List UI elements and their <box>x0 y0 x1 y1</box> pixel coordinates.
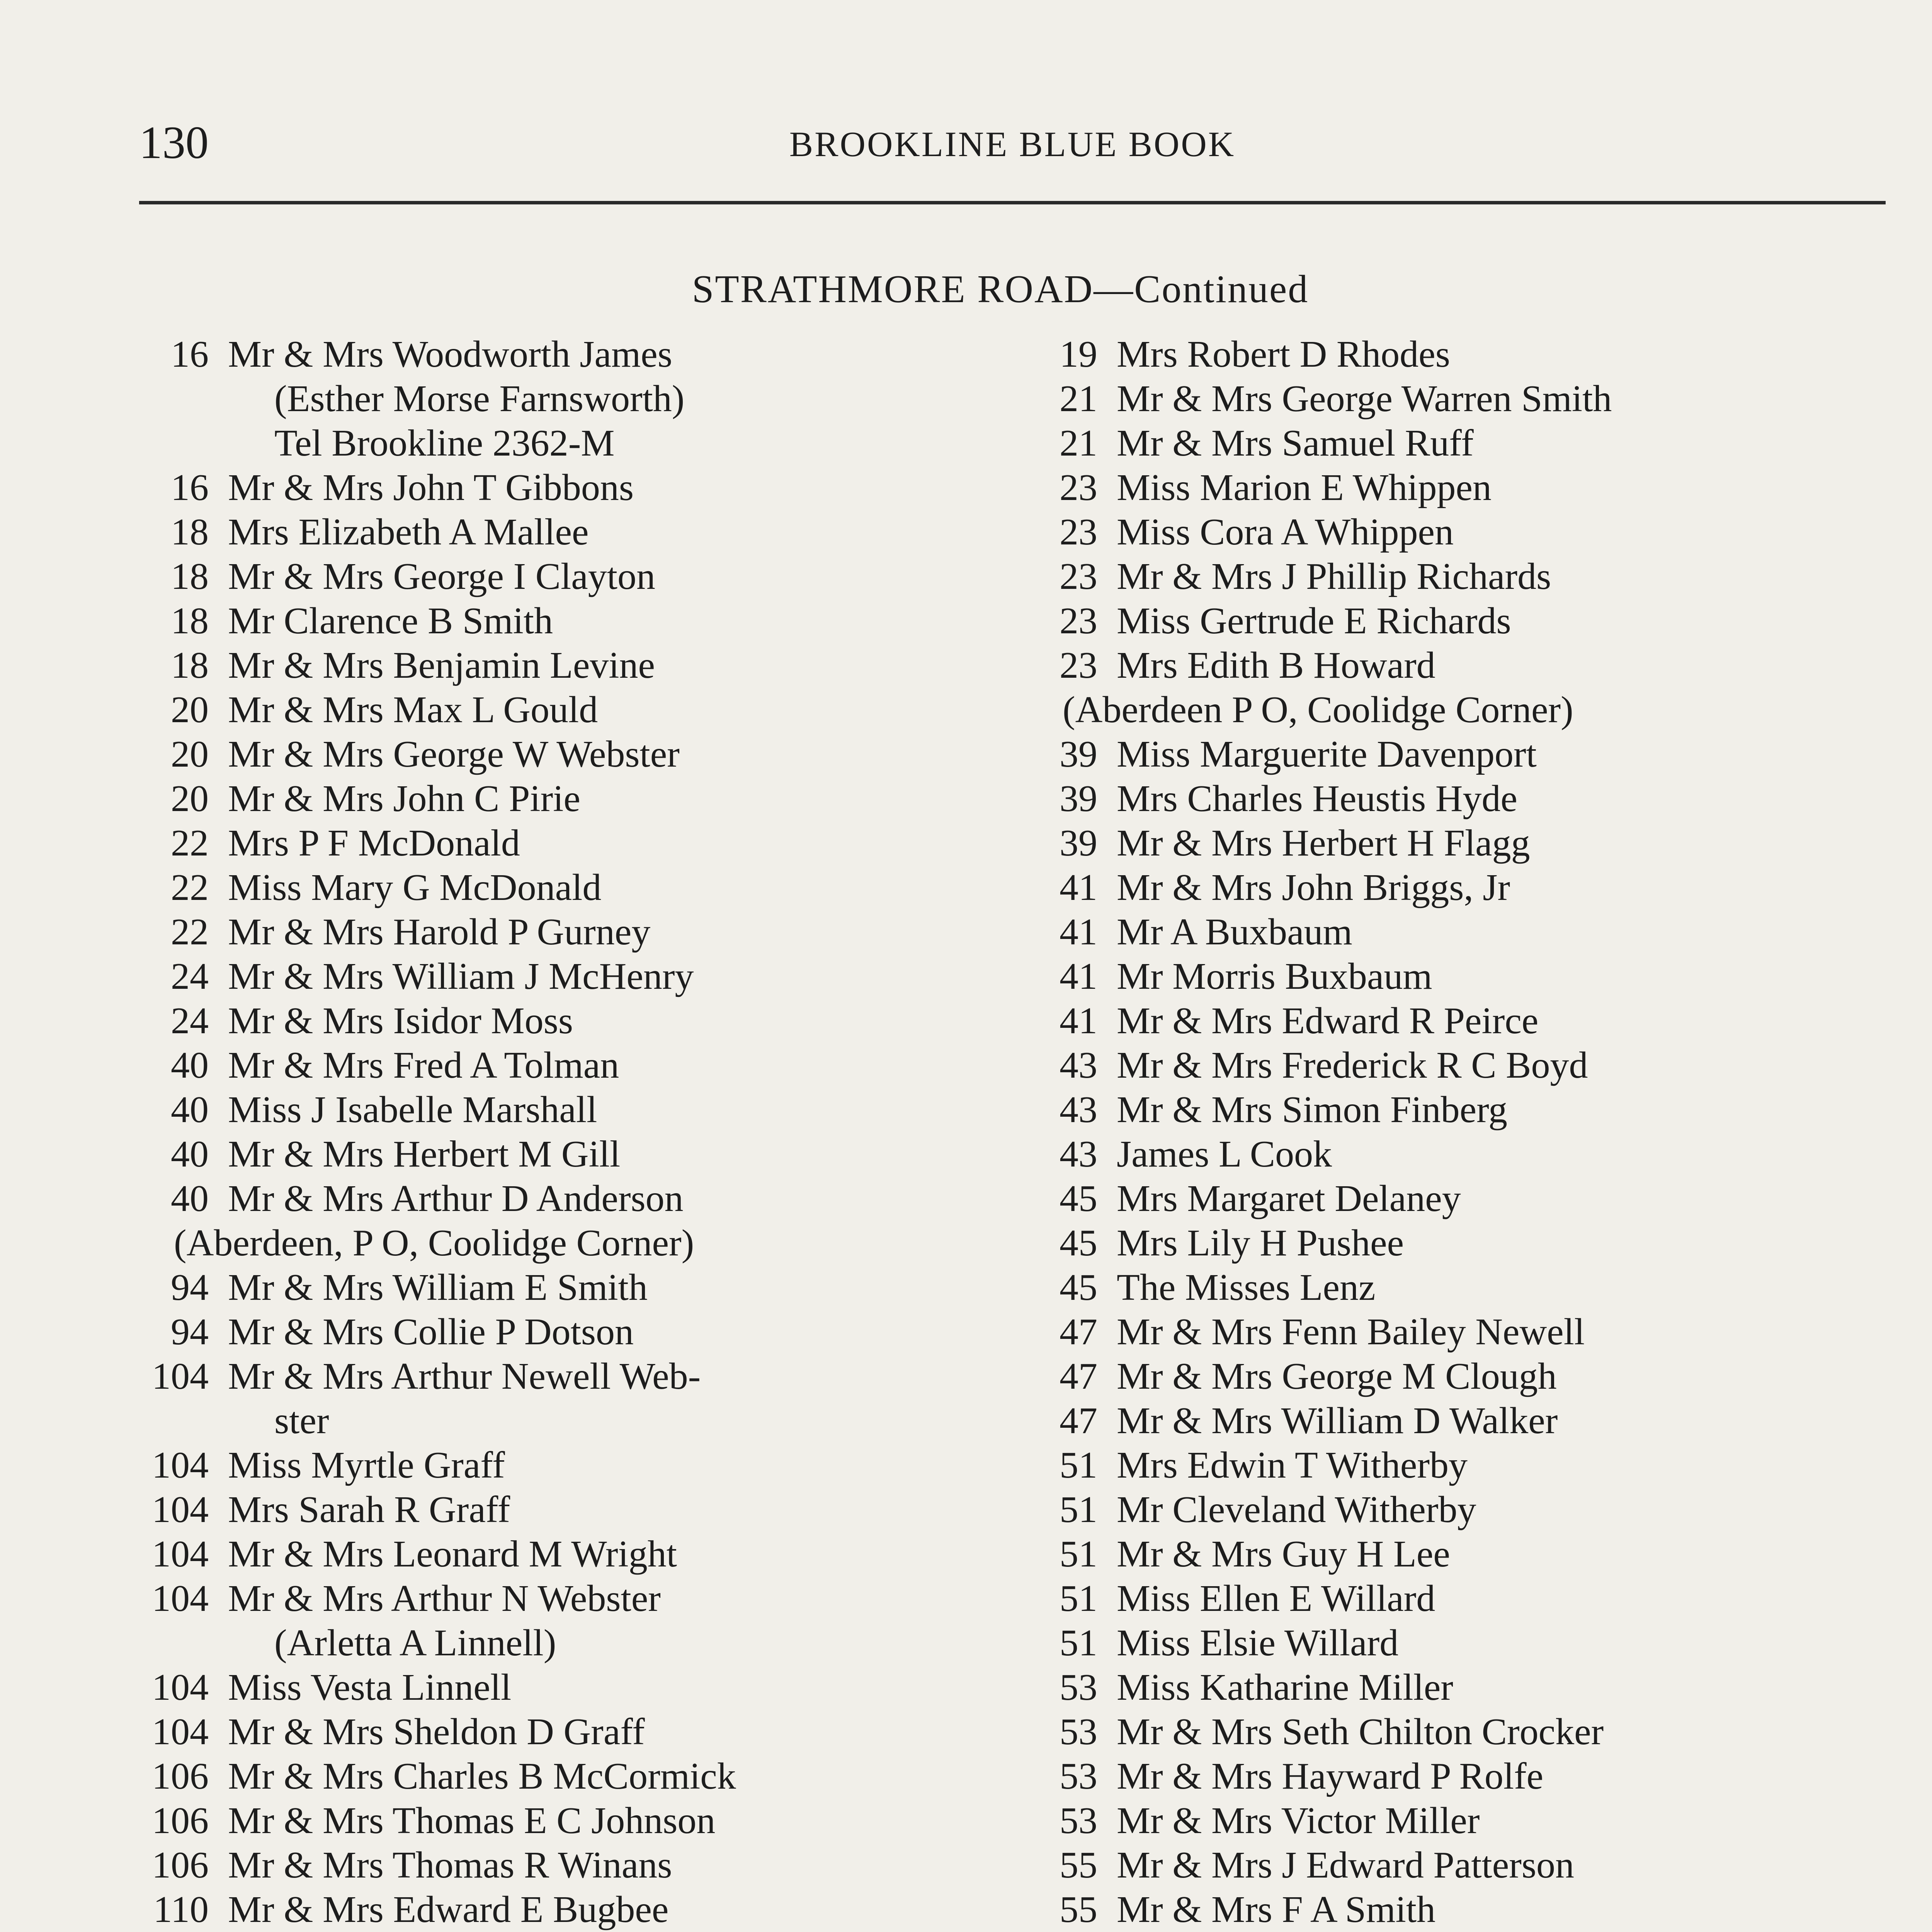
house-number: 51 <box>1060 1622 1097 1664</box>
house-number: 94 <box>171 1311 209 1353</box>
directory-entry <box>128 1265 978 1310</box>
resident-name: Miss Elsie Willard <box>1117 1622 1399 1664</box>
directory-entry <box>128 421 978 466</box>
resident-name: Mr & Mrs William E Smith <box>228 1267 648 1308</box>
directory-entry <box>128 910 978 954</box>
house-number: 53 <box>1060 1755 1097 1797</box>
directory-entry <box>1016 910 1866 954</box>
house-number: 40 <box>171 1044 209 1086</box>
resident-name: Mrs Sarah R Graff <box>228 1489 510 1531</box>
house-number: 43 <box>1060 1089 1097 1131</box>
directory-entry <box>1016 866 1866 910</box>
resident-name: Mr & Mrs John Briggs, Jr <box>1117 867 1510 908</box>
house-number: 16 <box>171 333 209 375</box>
resident-name: Mr & Mrs Fenn Bailey Newell <box>1117 1311 1585 1353</box>
right-column <box>1016 332 1866 1932</box>
resident-name: Mr & Mrs Arthur N Webster <box>228 1578 661 1619</box>
resident-name: Mrs P F McDonald <box>228 822 520 864</box>
resident-name: Mr & Mrs Fred A Tolman <box>228 1044 619 1086</box>
directory-entry <box>128 1043 978 1088</box>
directory-entry <box>1016 332 1866 377</box>
house-number: 45 <box>1060 1178 1097 1219</box>
directory-entry <box>1016 599 1866 643</box>
house-number: 22 <box>171 911 209 953</box>
directory-entry <box>1016 554 1866 599</box>
house-number: 23 <box>1060 600 1097 642</box>
directory-entry <box>128 1132 978 1177</box>
resident-name: Mr & Mrs Hayward P Rolfe <box>1117 1755 1544 1797</box>
resident-name: Mr Clarence B Smith <box>228 600 553 642</box>
resident-name: Mr & Mrs John T Gibbons <box>228 467 634 509</box>
resident-name: Miss Katharine Miller <box>1117 1667 1453 1708</box>
resident-name: (Aberdeen, P O, Coolidge Corner) <box>174 1222 694 1264</box>
directory-entry <box>128 1221 978 1265</box>
house-number: 104 <box>152 1489 209 1531</box>
directory-entry <box>128 466 978 510</box>
house-number: 40 <box>171 1089 209 1131</box>
resident-name: Mr & Mrs Guy H Lee <box>1117 1533 1450 1575</box>
house-number: 55 <box>1060 1844 1097 1886</box>
directory-entry <box>1016 954 1866 999</box>
directory-entry <box>1016 643 1866 688</box>
house-number: 18 <box>171 600 209 642</box>
resident-name: Mr & Mrs Frederick R C Boyd <box>1117 1044 1588 1086</box>
house-number: 53 <box>1060 1800 1097 1842</box>
resident-name: Mr & Mrs Woodworth James <box>228 333 672 375</box>
resident-name: Mr A Buxbaum <box>1117 911 1352 953</box>
directory-entry <box>128 1665 978 1710</box>
directory-entry <box>1016 688 1866 732</box>
resident-name: Mr & Mrs Victor Miller <box>1117 1800 1480 1842</box>
directory-entry <box>1016 1443 1866 1488</box>
resident-name: Mr & Mrs John C Pirie <box>228 778 581 820</box>
resident-name: Mr Morris Buxbaum <box>1117 956 1432 997</box>
directory-entry <box>1016 1354 1866 1399</box>
house-number: 41 <box>1060 867 1097 908</box>
house-number: 21 <box>1060 422 1097 464</box>
resident-name: Miss Myrtle Graff <box>228 1444 505 1486</box>
directory-entry <box>1016 377 1866 421</box>
directory-entry <box>1016 1221 1866 1265</box>
resident-name: Mr & Mrs J Edward Patterson <box>1117 1844 1575 1886</box>
resident-name: Mrs Lily H Pushee <box>1117 1222 1404 1264</box>
page-header <box>139 116 1886 174</box>
resident-name: Mr & Mrs Benjamin Levine <box>228 645 655 686</box>
resident-name: Mr & Mrs Seth Chilton Crocker <box>1117 1711 1604 1753</box>
house-number: 39 <box>1060 733 1097 775</box>
directory-entry <box>1016 1310 1866 1354</box>
directory-entry <box>128 1488 978 1532</box>
house-number: 18 <box>171 511 209 553</box>
resident-name: Miss Ellen E Willard <box>1117 1578 1435 1619</box>
house-number: 47 <box>1060 1400 1097 1442</box>
directory-entry <box>128 1354 978 1399</box>
house-number: 23 <box>1060 645 1097 686</box>
resident-name: Mrs Elizabeth A Mallee <box>228 511 589 553</box>
resident-name: Mr & Mrs Arthur Newell Web- <box>228 1355 701 1397</box>
house-number: 41 <box>1060 911 1097 953</box>
directory-entry <box>128 1399 978 1443</box>
resident-name: Mr & Mrs F A Smith <box>1117 1889 1436 1930</box>
directory-entry <box>128 377 978 421</box>
resident-name: Miss J Isabelle Marshall <box>228 1089 597 1131</box>
directory-entry <box>1016 1710 1866 1754</box>
directory-entry <box>128 1310 978 1354</box>
house-number: 24 <box>171 956 209 997</box>
house-number: 22 <box>171 867 209 908</box>
house-number: 53 <box>1060 1667 1097 1708</box>
directory-entry <box>1016 421 1866 466</box>
house-number: 51 <box>1060 1444 1097 1486</box>
resident-name: Mr & Mrs Leonard M Wright <box>228 1533 677 1575</box>
directory-entry <box>128 510 978 554</box>
resident-name: Mr & Mrs Sheldon D Graff <box>228 1711 645 1753</box>
resident-name: Miss Gertrude E Richards <box>1117 600 1511 642</box>
directory-entry <box>128 1621 978 1665</box>
directory-entry <box>1016 732 1866 777</box>
house-number: 23 <box>1060 467 1097 509</box>
directory-entry <box>1016 1043 1866 1088</box>
section-title: STRATHMORE ROAD—Continued <box>692 267 1309 311</box>
house-number: 20 <box>171 689 209 731</box>
resident-name: Mrs Edith B Howard <box>1117 645 1435 686</box>
resident-name: Mr & Mrs Arthur D Anderson <box>228 1178 684 1219</box>
house-number: 41 <box>1060 956 1097 997</box>
directory-entry <box>1016 1265 1866 1310</box>
resident-name: Mrs Margaret Delaney <box>1117 1178 1461 1219</box>
resident-name: James L Cook <box>1117 1133 1332 1175</box>
resident-name: Mrs Robert D Rhodes <box>1117 333 1450 375</box>
directory-entry <box>1016 1621 1866 1665</box>
house-number: 104 <box>152 1533 209 1575</box>
resident-name: (Arletta A Linnell) <box>274 1622 556 1664</box>
house-number: 55 <box>1060 1889 1097 1930</box>
directory-entry <box>1016 466 1866 510</box>
house-number: 106 <box>152 1844 209 1886</box>
house-number: 40 <box>171 1133 209 1175</box>
house-number: 47 <box>1060 1311 1097 1353</box>
directory-entry <box>128 1532 978 1577</box>
directory-entry <box>1016 1132 1866 1177</box>
directory-entry <box>128 1754 978 1799</box>
house-number: 39 <box>1060 778 1097 820</box>
house-number: 47 <box>1060 1355 1097 1397</box>
house-number: 20 <box>171 778 209 820</box>
house-number: 41 <box>1060 1000 1097 1042</box>
house-number: 18 <box>171 556 209 597</box>
directory-entry <box>1016 1177 1866 1221</box>
running-title: BROOKLINE BLUE BOOK <box>789 124 1236 164</box>
resident-name: Mr & Mrs Thomas R Winans <box>228 1844 672 1886</box>
resident-name: Mr & Mrs William J McHenry <box>228 956 694 997</box>
house-number: 21 <box>1060 378 1097 420</box>
directory-entry <box>128 643 978 688</box>
directory-entry <box>1016 1665 1866 1710</box>
house-number: 43 <box>1060 1133 1097 1175</box>
resident-name: Mr & Mrs George W Webster <box>228 733 680 775</box>
house-number: 23 <box>1060 511 1097 553</box>
directory-entry <box>128 866 978 910</box>
directory-entry <box>128 1888 978 1932</box>
directory-entry <box>1016 1754 1866 1799</box>
directory-entry <box>128 732 978 777</box>
directory-entry <box>1016 999 1866 1043</box>
house-number: 39 <box>1060 822 1097 864</box>
resident-name: Mr & Mrs William D Walker <box>1117 1400 1558 1442</box>
house-number: 104 <box>152 1444 209 1486</box>
directory-entry <box>1016 1488 1866 1532</box>
resident-name: Mr & Mrs Collie P Dotson <box>228 1311 634 1353</box>
directory-entry <box>1016 821 1866 866</box>
house-number: 16 <box>171 467 209 509</box>
house-number: 51 <box>1060 1533 1097 1575</box>
resident-name: Mr & Mrs George I Clayton <box>228 556 655 597</box>
directory-entry <box>128 999 978 1043</box>
resident-name: Mr & Mrs Edward E Bugbee <box>228 1889 669 1930</box>
house-number: 19 <box>1060 333 1097 375</box>
house-number: 106 <box>152 1755 209 1797</box>
directory-entry <box>128 599 978 643</box>
directory-entry <box>1016 1799 1866 1843</box>
resident-name: Mr Cleveland Witherby <box>1117 1489 1476 1531</box>
header-rule <box>139 201 1886 204</box>
directory-entry <box>128 1799 978 1843</box>
resident-name: Mr & Mrs Edward R Peirce <box>1117 1000 1539 1042</box>
house-number: 53 <box>1060 1711 1097 1753</box>
resident-name: Miss Marguerite Davenport <box>1117 733 1537 775</box>
directory-entry <box>1016 1577 1866 1621</box>
directory-entry <box>128 332 978 377</box>
resident-name: (Esther Morse Farnsworth) <box>274 378 685 420</box>
house-number: 51 <box>1060 1578 1097 1619</box>
directory-entry <box>128 554 978 599</box>
resident-name: Mrs Edwin T Witherby <box>1117 1444 1468 1486</box>
house-number: 104 <box>152 1578 209 1619</box>
resident-name: Miss Marion E Whippen <box>1117 467 1492 509</box>
house-number: 23 <box>1060 556 1097 597</box>
resident-name: Miss Vesta Linnell <box>228 1667 512 1708</box>
directory-entry <box>128 1710 978 1754</box>
resident-name: ster <box>274 1400 329 1442</box>
house-number: 43 <box>1060 1044 1097 1086</box>
house-number: 94 <box>171 1267 209 1308</box>
house-number: 110 <box>153 1889 209 1930</box>
resident-name: Mr & Mrs Harold P Gurney <box>228 911 651 953</box>
resident-name: Mr & Mrs George M Clough <box>1117 1355 1557 1397</box>
directory-entry <box>128 1443 978 1488</box>
left-column <box>128 332 978 1932</box>
resident-name: Mr & Mrs Herbert M Gill <box>228 1133 621 1175</box>
resident-name: Miss Cora A Whippen <box>1117 511 1454 553</box>
resident-name: The Misses Lenz <box>1117 1267 1376 1308</box>
directory-entry <box>128 821 978 866</box>
house-number: 51 <box>1060 1489 1097 1531</box>
resident-name: Mr & Mrs Charles B McCormick <box>228 1755 736 1797</box>
house-number: 104 <box>152 1711 209 1753</box>
directory-entry <box>1016 1888 1866 1932</box>
directory-entry <box>128 1088 978 1132</box>
resident-name: Mr & Mrs Herbert H Flagg <box>1117 822 1530 864</box>
directory-entry <box>128 954 978 999</box>
house-number: 20 <box>171 733 209 775</box>
resident-name: Mr & Mrs Thomas E C Johnson <box>228 1800 716 1842</box>
directory-entry <box>1016 1088 1866 1132</box>
house-number: 106 <box>152 1800 209 1842</box>
house-number: 18 <box>171 645 209 686</box>
directory-entry <box>128 777 978 821</box>
directory-entry <box>1016 1532 1866 1577</box>
directory-entry <box>1016 1399 1866 1443</box>
directory-entry <box>1016 1843 1866 1888</box>
house-number: 22 <box>171 822 209 864</box>
resident-name: Mr & Mrs Samuel Ruff <box>1117 422 1474 464</box>
resident-name: (Aberdeen P O, Coolidge Corner) <box>1063 689 1573 731</box>
resident-name: Mr & Mrs Isidor Moss <box>228 1000 573 1042</box>
resident-name: Tel Brookline 2362-M <box>274 422 615 464</box>
directory-entry <box>128 1177 978 1221</box>
house-number: 45 <box>1060 1267 1097 1308</box>
directory-entry <box>128 1577 978 1621</box>
house-number: 40 <box>171 1178 209 1219</box>
resident-name: Mr & Mrs Simon Finberg <box>1117 1089 1507 1131</box>
house-number: 104 <box>152 1355 209 1397</box>
resident-name: Mr & Mrs George Warren Smith <box>1117 378 1612 420</box>
resident-name: Mrs Charles Heustis Hyde <box>1117 778 1518 820</box>
house-number: 45 <box>1060 1222 1097 1264</box>
house-number: 24 <box>171 1000 209 1042</box>
directory-entry <box>1016 510 1866 554</box>
resident-name: Miss Mary G McDonald <box>228 867 602 908</box>
directory-entry <box>1016 777 1866 821</box>
directory-entry <box>128 688 978 732</box>
page-number: 130 <box>139 117 209 168</box>
resident-name: Mr & Mrs Max L Gould <box>228 689 598 731</box>
directory-entry <box>128 1843 978 1888</box>
resident-name: Mr & Mrs J Phillip Richards <box>1117 556 1551 597</box>
house-number: 104 <box>152 1667 209 1708</box>
